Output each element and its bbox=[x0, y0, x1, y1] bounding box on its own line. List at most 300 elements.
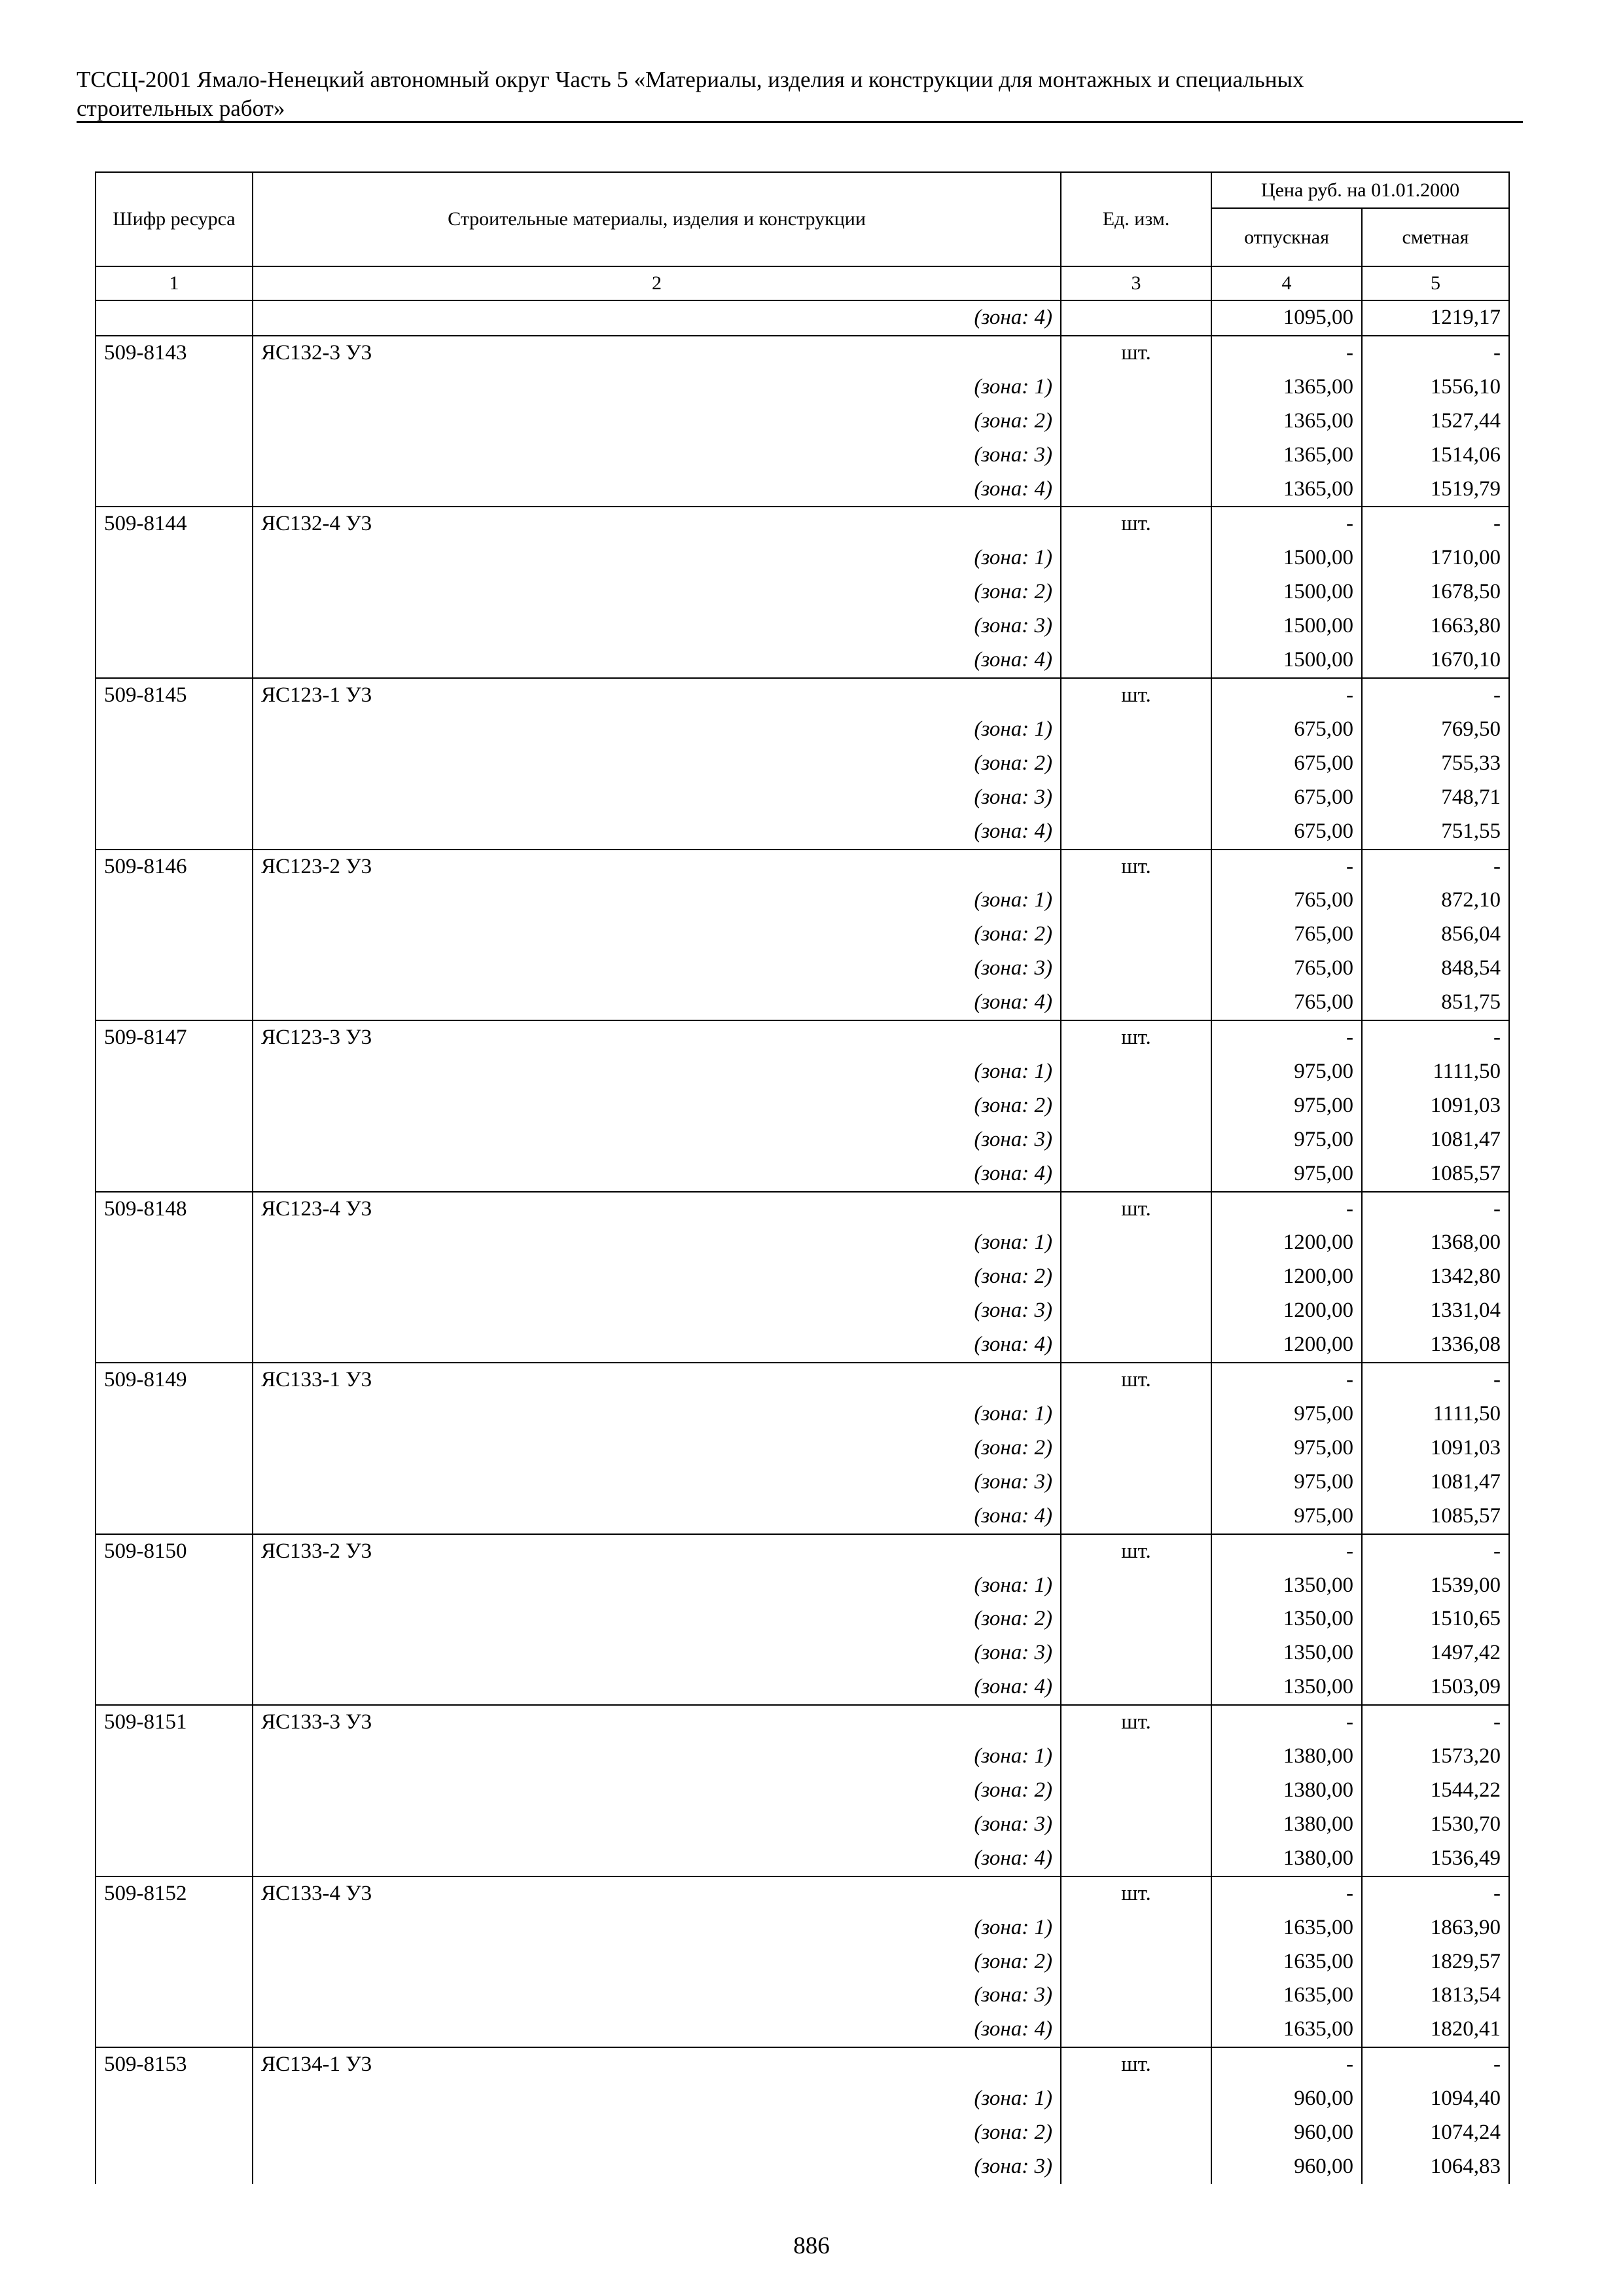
release-price: 1380,00 bbox=[1211, 1808, 1362, 1842]
item-name: ЯС132-3 У3 bbox=[253, 336, 1061, 370]
zone-label: (зона: 1) bbox=[253, 713, 1061, 747]
unit bbox=[1061, 575, 1211, 609]
estimate-price: 769,50 bbox=[1362, 713, 1509, 747]
unit bbox=[1061, 1569, 1211, 1603]
estimate-price: 1091,03 bbox=[1362, 1431, 1509, 1465]
table-row bbox=[96, 1020, 1509, 1055]
unit bbox=[1061, 404, 1211, 439]
unit bbox=[1061, 2082, 1211, 2116]
estimate-price: 1863,90 bbox=[1362, 1911, 1509, 1945]
estimate-price: - bbox=[1362, 1705, 1509, 1740]
estimate-price: 1556,10 bbox=[1362, 370, 1509, 404]
unit bbox=[1061, 1808, 1211, 1842]
unit bbox=[1061, 1294, 1211, 1328]
table-row-zone bbox=[96, 781, 1509, 815]
resource-code bbox=[96, 1911, 253, 1945]
unit bbox=[1061, 2013, 1211, 2047]
release-price: 975,00 bbox=[1211, 1431, 1362, 1465]
zone-label: (зона: 2) bbox=[253, 1431, 1061, 1465]
release-price: 1380,00 bbox=[1211, 1842, 1362, 1876]
release-price: 1350,00 bbox=[1211, 1670, 1362, 1705]
estimate-price: - bbox=[1362, 1363, 1509, 1397]
release-price: 1365,00 bbox=[1211, 370, 1362, 404]
zone-label: (зона: 1) bbox=[253, 1055, 1061, 1089]
unit bbox=[1061, 986, 1211, 1020]
release-price: 1350,00 bbox=[1211, 1569, 1362, 1603]
table-row-zone bbox=[96, 300, 1509, 336]
release-price: - bbox=[1211, 507, 1362, 541]
estimate-price: - bbox=[1362, 336, 1509, 370]
estimate-price: - bbox=[1362, 1876, 1509, 1911]
estimate-price: 1111,50 bbox=[1362, 1055, 1509, 1089]
resource-code bbox=[96, 300, 253, 336]
resource-code bbox=[96, 1431, 253, 1465]
resource-code bbox=[96, 1260, 253, 1294]
unit bbox=[1061, 1499, 1211, 1534]
unit bbox=[1061, 300, 1211, 336]
table-row bbox=[96, 2047, 1509, 2082]
zone-label: (зона: 3) bbox=[253, 1636, 1061, 1670]
zone-label: (зона: 3) bbox=[253, 1979, 1061, 2013]
zone-label: (зона: 3) bbox=[253, 439, 1061, 473]
release-price: 1500,00 bbox=[1211, 609, 1362, 643]
zone-label: (зона: 4) bbox=[253, 1670, 1061, 1705]
price-table-body bbox=[96, 300, 1509, 2184]
unit bbox=[1061, 609, 1211, 643]
resource-code: 509-8150 bbox=[96, 1534, 253, 1569]
resource-code bbox=[96, 747, 253, 781]
table-row-zone bbox=[96, 1636, 1509, 1670]
zone-label: (зона: 4) bbox=[253, 300, 1061, 336]
resource-code bbox=[96, 1602, 253, 1636]
table-row-zone bbox=[96, 541, 1509, 575]
resource-code bbox=[96, 1465, 253, 1499]
price-table-header bbox=[96, 172, 1509, 300]
release-price: 1635,00 bbox=[1211, 1911, 1362, 1945]
table-row-zone bbox=[96, 1089, 1509, 1123]
zone-label: (зона: 3) bbox=[253, 1808, 1061, 1842]
resource-code bbox=[96, 1842, 253, 1876]
table-row-zone bbox=[96, 2150, 1509, 2184]
release-price: 1380,00 bbox=[1211, 1774, 1362, 1808]
table-row-zone bbox=[96, 370, 1509, 404]
estimate-price: 1091,03 bbox=[1362, 1089, 1509, 1123]
resource-code bbox=[96, 884, 253, 918]
table-row bbox=[96, 1705, 1509, 1740]
release-price: 675,00 bbox=[1211, 781, 1362, 815]
release-price: - bbox=[1211, 336, 1362, 370]
resource-code bbox=[96, 439, 253, 473]
unit bbox=[1061, 884, 1211, 918]
table-row-zone bbox=[96, 1670, 1509, 1705]
table-row-zone bbox=[96, 643, 1509, 678]
unit bbox=[1061, 1397, 1211, 1431]
zone-label: (зона: 2) bbox=[253, 2116, 1061, 2150]
col-header-code: Шифр ресурса bbox=[96, 172, 253, 266]
resource-code bbox=[96, 918, 253, 952]
estimate-price: 872,10 bbox=[1362, 884, 1509, 918]
zone-label: (зона: 3) bbox=[253, 609, 1061, 643]
resource-code: 509-8146 bbox=[96, 850, 253, 884]
release-price: 1500,00 bbox=[1211, 575, 1362, 609]
release-price: 975,00 bbox=[1211, 1397, 1362, 1431]
table-row-zone bbox=[96, 2013, 1509, 2047]
estimate-price: 1510,65 bbox=[1362, 1602, 1509, 1636]
resource-code bbox=[96, 1055, 253, 1089]
unit: шт. bbox=[1061, 1192, 1211, 1227]
resource-code bbox=[96, 1089, 253, 1123]
zone-label: (зона: 4) bbox=[253, 473, 1061, 507]
zone-label: (зона: 2) bbox=[253, 1602, 1061, 1636]
estimate-price: 1514,06 bbox=[1362, 439, 1509, 473]
zone-label: (зона: 1) bbox=[253, 1226, 1061, 1260]
release-price: 1350,00 bbox=[1211, 1602, 1362, 1636]
zone-label: (зона: 2) bbox=[253, 575, 1061, 609]
release-price: - bbox=[1211, 1534, 1362, 1569]
unit bbox=[1061, 1740, 1211, 1774]
zone-label: (зона: 3) bbox=[253, 1294, 1061, 1328]
release-price: 675,00 bbox=[1211, 713, 1362, 747]
resource-code bbox=[96, 2013, 253, 2047]
zone-label: (зона: 2) bbox=[253, 1774, 1061, 1808]
table-row-zone bbox=[96, 1774, 1509, 1808]
unit bbox=[1061, 1636, 1211, 1670]
resource-code bbox=[96, 713, 253, 747]
estimate-price: 1085,57 bbox=[1362, 1157, 1509, 1192]
zone-label: (зона: 2) bbox=[253, 747, 1061, 781]
col-number-5: 5 bbox=[1362, 266, 1509, 300]
unit: шт. bbox=[1061, 1363, 1211, 1397]
unit: шт. bbox=[1061, 1876, 1211, 1911]
resource-code bbox=[96, 404, 253, 439]
item-name: ЯС133-2 У3 bbox=[253, 1534, 1061, 1569]
estimate-price: - bbox=[1362, 678, 1509, 713]
item-name: ЯС134-1 У3 bbox=[253, 2047, 1061, 2082]
zone-label: (зона: 3) bbox=[253, 2150, 1061, 2184]
unit: шт. bbox=[1061, 850, 1211, 884]
resource-code bbox=[96, 781, 253, 815]
estimate-price: 1539,00 bbox=[1362, 1569, 1509, 1603]
resource-code bbox=[96, 1808, 253, 1842]
unit bbox=[1061, 747, 1211, 781]
zone-label: (зона: 4) bbox=[253, 1499, 1061, 1534]
resource-code bbox=[96, 1740, 253, 1774]
resource-code: 509-8148 bbox=[96, 1192, 253, 1227]
unit: шт. bbox=[1061, 678, 1211, 713]
resource-code bbox=[96, 1569, 253, 1603]
unit bbox=[1061, 541, 1211, 575]
estimate-price: 1064,83 bbox=[1362, 2150, 1509, 2184]
zone-label: (зона: 2) bbox=[253, 1945, 1061, 1979]
item-name: ЯС133-3 У3 bbox=[253, 1705, 1061, 1740]
table-row bbox=[96, 1876, 1509, 1911]
unit bbox=[1061, 1123, 1211, 1157]
zone-label: (зона: 1) bbox=[253, 370, 1061, 404]
table-row bbox=[96, 507, 1509, 541]
item-name: ЯС123-4 У3 bbox=[253, 1192, 1061, 1227]
unit bbox=[1061, 2116, 1211, 2150]
estimate-price: 1111,50 bbox=[1362, 1397, 1509, 1431]
release-price: 975,00 bbox=[1211, 1499, 1362, 1534]
table-row-zone bbox=[96, 713, 1509, 747]
zone-label: (зона: 1) bbox=[253, 2082, 1061, 2116]
item-name: ЯС123-1 У3 bbox=[253, 678, 1061, 713]
estimate-price: 1678,50 bbox=[1362, 575, 1509, 609]
resource-code bbox=[96, 541, 253, 575]
release-price: 1380,00 bbox=[1211, 1740, 1362, 1774]
unit bbox=[1061, 1842, 1211, 1876]
table-row-zone bbox=[96, 1328, 1509, 1363]
table-row-zone bbox=[96, 884, 1509, 918]
resource-code bbox=[96, 2082, 253, 2116]
unit bbox=[1061, 1911, 1211, 1945]
unit bbox=[1061, 1670, 1211, 1705]
unit bbox=[1061, 1602, 1211, 1636]
unit bbox=[1061, 1979, 1211, 2013]
estimate-price: - bbox=[1362, 1020, 1509, 1055]
estimate-price: 1663,80 bbox=[1362, 609, 1509, 643]
estimate-price: 1081,47 bbox=[1362, 1123, 1509, 1157]
estimate-price: 851,75 bbox=[1362, 986, 1509, 1020]
table-row bbox=[96, 850, 1509, 884]
zone-label: (зона: 2) bbox=[253, 918, 1061, 952]
unit bbox=[1061, 781, 1211, 815]
release-price: 1350,00 bbox=[1211, 1636, 1362, 1670]
zone-label: (зона: 4) bbox=[253, 1842, 1061, 1876]
estimate-price: 856,04 bbox=[1362, 918, 1509, 952]
estimate-price: 1219,17 bbox=[1362, 300, 1509, 336]
resource-code: 509-8149 bbox=[96, 1363, 253, 1397]
resource-code bbox=[96, 1226, 253, 1260]
table-row-zone bbox=[96, 1602, 1509, 1636]
resource-code: 509-8144 bbox=[96, 507, 253, 541]
resource-code: 509-8145 bbox=[96, 678, 253, 713]
unit bbox=[1061, 643, 1211, 678]
item-name: ЯС132-4 У3 bbox=[253, 507, 1061, 541]
release-price: 975,00 bbox=[1211, 1055, 1362, 1089]
resource-code bbox=[96, 2116, 253, 2150]
col-header-name: Строительные материалы, изделия и конструкции bbox=[253, 172, 1061, 266]
release-price: 1365,00 bbox=[1211, 473, 1362, 507]
release-price: - bbox=[1211, 1192, 1362, 1227]
zone-label: (зона: 3) bbox=[253, 1465, 1061, 1499]
zone-label: (зона: 4) bbox=[253, 986, 1061, 1020]
release-price: 1635,00 bbox=[1211, 1979, 1362, 2013]
resource-code bbox=[96, 1499, 253, 1534]
estimate-price: 1368,00 bbox=[1362, 1226, 1509, 1260]
release-price: 1200,00 bbox=[1211, 1260, 1362, 1294]
estimate-price: 1331,04 bbox=[1362, 1294, 1509, 1328]
estimate-price: 1829,57 bbox=[1362, 1945, 1509, 1979]
estimate-price: 1544,22 bbox=[1362, 1774, 1509, 1808]
table-row-zone bbox=[96, 1260, 1509, 1294]
table-row-zone bbox=[96, 1499, 1509, 1534]
estimate-price: 1710,00 bbox=[1362, 541, 1509, 575]
table-row-zone bbox=[96, 473, 1509, 507]
resource-code bbox=[96, 2150, 253, 2184]
unit bbox=[1061, 370, 1211, 404]
zone-label: (зона: 1) bbox=[253, 1740, 1061, 1774]
table-row bbox=[96, 1534, 1509, 1569]
unit bbox=[1061, 1226, 1211, 1260]
release-price: 975,00 bbox=[1211, 1465, 1362, 1499]
resource-code bbox=[96, 1774, 253, 1808]
estimate-price: - bbox=[1362, 1192, 1509, 1227]
estimate-price: 1081,47 bbox=[1362, 1465, 1509, 1499]
col-header-price-group: Цена руб. на 01.01.2000 bbox=[1211, 172, 1509, 208]
estimate-price: 848,54 bbox=[1362, 952, 1509, 986]
release-price: - bbox=[1211, 678, 1362, 713]
item-name: ЯС133-1 У3 bbox=[253, 1363, 1061, 1397]
estimate-price: 1813,54 bbox=[1362, 1979, 1509, 2013]
release-price: 1635,00 bbox=[1211, 2013, 1362, 2047]
estimate-price: - bbox=[1362, 507, 1509, 541]
release-price: 1200,00 bbox=[1211, 1294, 1362, 1328]
table-row bbox=[96, 336, 1509, 370]
release-price: 675,00 bbox=[1211, 815, 1362, 850]
resource-code: 509-8147 bbox=[96, 1020, 253, 1055]
resource-code bbox=[96, 1328, 253, 1363]
zone-label: (зона: 1) bbox=[253, 1397, 1061, 1431]
table-row bbox=[96, 1363, 1509, 1397]
release-price: 960,00 bbox=[1211, 2116, 1362, 2150]
zone-label: (зона: 1) bbox=[253, 884, 1061, 918]
zone-label: (зона: 4) bbox=[253, 1328, 1061, 1363]
table-row-zone bbox=[96, 1569, 1509, 1603]
col-number-2: 2 bbox=[253, 266, 1061, 300]
table-row-zone bbox=[96, 404, 1509, 439]
unit bbox=[1061, 815, 1211, 850]
table-row-zone bbox=[96, 918, 1509, 952]
estimate-price: 755,33 bbox=[1362, 747, 1509, 781]
zone-label: (зона: 1) bbox=[253, 1911, 1061, 1945]
table-row-zone bbox=[96, 986, 1509, 1020]
table-row bbox=[96, 678, 1509, 713]
estimate-price: 748,71 bbox=[1362, 781, 1509, 815]
table-row-zone bbox=[96, 1123, 1509, 1157]
estimate-price: 1336,08 bbox=[1362, 1328, 1509, 1363]
zone-label: (зона: 4) bbox=[253, 2013, 1061, 2047]
resource-code: 509-8153 bbox=[96, 2047, 253, 2082]
resource-code bbox=[96, 1397, 253, 1431]
table-row-zone bbox=[96, 439, 1509, 473]
estimate-price: 1820,41 bbox=[1362, 2013, 1509, 2047]
unit bbox=[1061, 1328, 1211, 1363]
resource-code bbox=[96, 1945, 253, 1979]
zone-label: (зона: 4) bbox=[253, 815, 1061, 850]
table-row-zone bbox=[96, 1945, 1509, 1979]
estimate-price: 1530,70 bbox=[1362, 1808, 1509, 1842]
release-price: 1200,00 bbox=[1211, 1226, 1362, 1260]
estimate-price: 1342,80 bbox=[1362, 1260, 1509, 1294]
unit bbox=[1061, 439, 1211, 473]
estimate-price: 1527,44 bbox=[1362, 404, 1509, 439]
release-price: 1500,00 bbox=[1211, 541, 1362, 575]
table-row-zone bbox=[96, 1740, 1509, 1774]
unit: шт. bbox=[1061, 1020, 1211, 1055]
unit bbox=[1061, 1157, 1211, 1192]
table-row-zone bbox=[96, 1157, 1509, 1192]
resource-code bbox=[96, 1979, 253, 2013]
table-row-zone bbox=[96, 1979, 1509, 2013]
table-row-zone bbox=[96, 1842, 1509, 1876]
table-row-zone bbox=[96, 609, 1509, 643]
estimate-price: 1094,40 bbox=[1362, 2082, 1509, 2116]
table-row-zone bbox=[96, 1808, 1509, 1842]
price-table bbox=[95, 171, 1510, 2184]
item-name: ЯС123-2 У3 bbox=[253, 850, 1061, 884]
unit bbox=[1061, 1260, 1211, 1294]
release-price: 675,00 bbox=[1211, 747, 1362, 781]
release-price: - bbox=[1211, 1020, 1362, 1055]
table-row-zone bbox=[96, 747, 1509, 781]
unit bbox=[1061, 473, 1211, 507]
resource-code bbox=[96, 952, 253, 986]
unit: шт. bbox=[1061, 507, 1211, 541]
unit bbox=[1061, 1774, 1211, 1808]
estimate-price: 1503,09 bbox=[1362, 1670, 1509, 1705]
release-price: 765,00 bbox=[1211, 884, 1362, 918]
estimate-price: 1085,57 bbox=[1362, 1499, 1509, 1534]
resource-code: 509-8152 bbox=[96, 1876, 253, 1911]
zone-label: (зона: 4) bbox=[253, 1157, 1061, 1192]
estimate-price: 1519,79 bbox=[1362, 473, 1509, 507]
page-number: 886 bbox=[793, 2233, 830, 2259]
document-header bbox=[77, 65, 1523, 123]
release-price: - bbox=[1211, 1705, 1362, 1740]
zone-label: (зона: 3) bbox=[253, 952, 1061, 986]
table-row-zone bbox=[96, 1294, 1509, 1328]
unit bbox=[1061, 918, 1211, 952]
release-price: - bbox=[1211, 2047, 1362, 2082]
resource-code bbox=[96, 1294, 253, 1328]
resource-code bbox=[96, 473, 253, 507]
release-price: 1365,00 bbox=[1211, 439, 1362, 473]
estimate-price: 1536,49 bbox=[1362, 1842, 1509, 1876]
estimate-price: 1573,20 bbox=[1362, 1740, 1509, 1774]
estimate-price: 1074,24 bbox=[1362, 2116, 1509, 2150]
estimate-price: - bbox=[1362, 1534, 1509, 1569]
unit bbox=[1061, 1945, 1211, 1979]
resource-code bbox=[96, 609, 253, 643]
zone-label: (зона: 3) bbox=[253, 781, 1061, 815]
release-price: - bbox=[1211, 1363, 1362, 1397]
resource-code bbox=[96, 986, 253, 1020]
resource-code bbox=[96, 1157, 253, 1192]
estimate-price: 751,55 bbox=[1362, 815, 1509, 850]
item-name: ЯС133-4 У3 bbox=[253, 1876, 1061, 1911]
unit: шт. bbox=[1061, 1534, 1211, 1569]
release-price: 1095,00 bbox=[1211, 300, 1362, 336]
unit: шт. bbox=[1061, 336, 1211, 370]
estimate-price: - bbox=[1362, 850, 1509, 884]
release-price: 975,00 bbox=[1211, 1157, 1362, 1192]
table-row-zone bbox=[96, 1465, 1509, 1499]
table-row-zone bbox=[96, 1055, 1509, 1089]
release-price: - bbox=[1211, 850, 1362, 884]
col-number-1: 1 bbox=[96, 266, 253, 300]
release-price: 975,00 bbox=[1211, 1089, 1362, 1123]
zone-label: (зона: 2) bbox=[253, 1089, 1061, 1123]
col-header-release: отпускная bbox=[1211, 208, 1362, 266]
unit: шт. bbox=[1061, 2047, 1211, 2082]
release-price: 1635,00 bbox=[1211, 1945, 1362, 1979]
release-price: 765,00 bbox=[1211, 952, 1362, 986]
table-row-zone bbox=[96, 1397, 1509, 1431]
unit bbox=[1061, 1465, 1211, 1499]
zone-label: (зона: 1) bbox=[253, 1569, 1061, 1603]
table-row bbox=[96, 1192, 1509, 1227]
